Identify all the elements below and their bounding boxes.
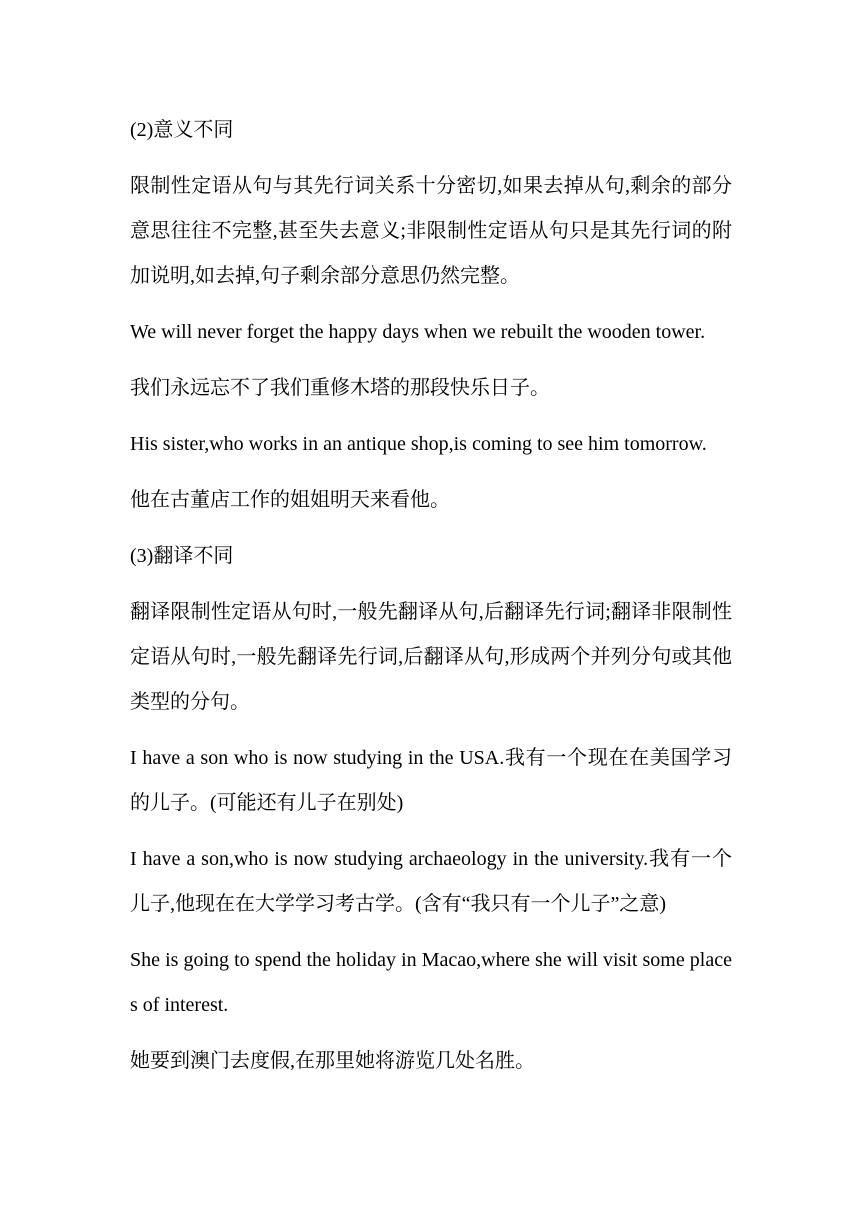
document-body	[130, 108, 732, 1095]
example-sentence-english-1: We will never forget the happy days when we rebuilt the wooden tower.	[130, 321, 706, 343]
section-heading-translation: (3)翻译不同	[130, 545, 234, 567]
example-sentence-chinese-1: 我们永远忘不了我们重修木塔的那段快乐日子。	[130, 377, 550, 399]
example-sentence-english-5: She is going to spend the holiday in Macao,where she will visit some places of interest.	[130, 949, 732, 1016]
paragraph-translation-explanation: 翻译限制性定语从句时,一般先翻译从句,后翻译先行词;翻译非限制性定语从句时,一般先翻译先行词,后翻译从句,形成两个并列分句或其他类型的分句。	[130, 601, 732, 713]
example-sentence-english-2: His sister,who works in an antique shop,is coming to see him tomorrow.	[130, 433, 707, 455]
example-sentence-4: I have a son,who is now studying archaeology in the university.我有一个儿子,他现在在大学学习考古学。(含有“我只有一个儿子”之意)	[130, 848, 732, 915]
example-sentence-chinese-5: 她要到澳门去度假,在那里她将游览几处名胜。	[130, 1050, 535, 1072]
example-sentence-3: I have a son who is now studying in the USA.我有一个现在在美国学习的儿子。(可能还有儿子在别处)	[130, 747, 732, 814]
paragraph-meaning-explanation: 限制性定语从句与其先行词关系十分密切,如果去掉从句,剩余的部分意思往往不完整,甚至失去意义;非限制性定语从句只是其先行词的附加说明,如去掉,句子剩余部分意思仍然完整。	[130, 175, 732, 287]
example-sentence-chinese-2: 他在古董店工作的姐姐明天来看他。	[130, 489, 450, 511]
section-heading-meaning: (2)意义不同	[130, 119, 234, 141]
